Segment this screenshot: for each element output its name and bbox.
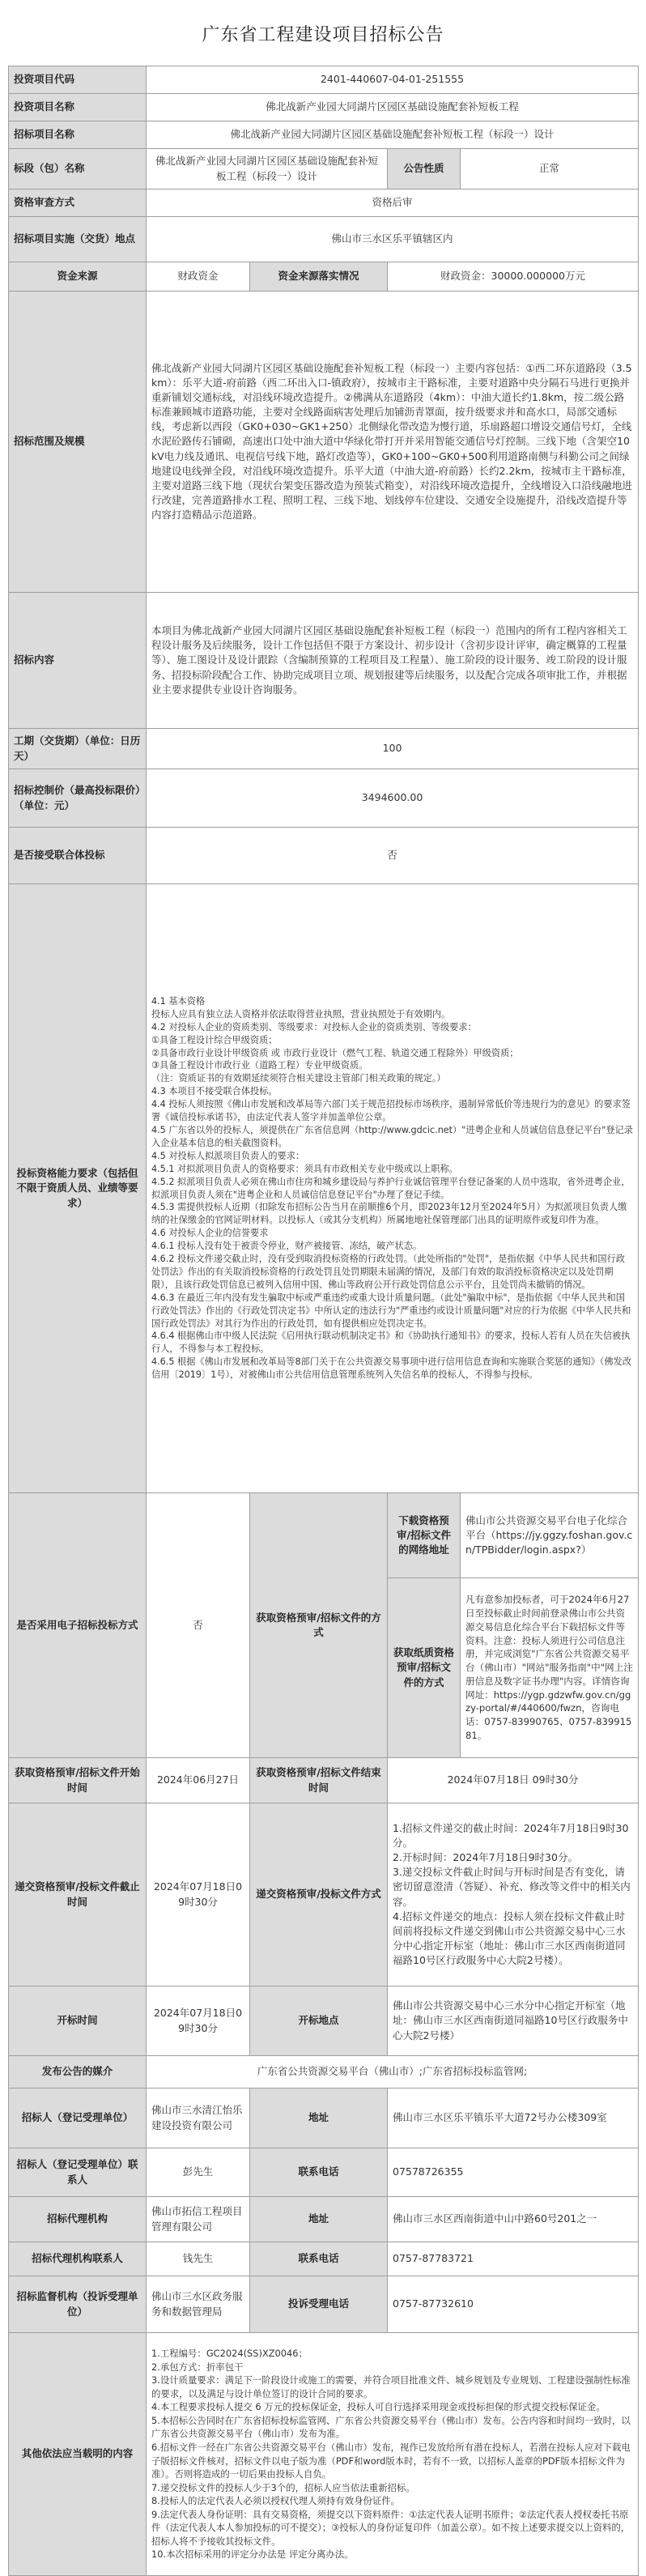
label-doc-method: 获取资格预审/招标文件的方式 bbox=[250, 1493, 388, 1758]
label-other: 其他依法应当载明的内容 bbox=[9, 2333, 147, 2576]
label-project-name: 投资项目名称 bbox=[9, 94, 147, 121]
label-phone: 联系电话 bbox=[250, 2148, 388, 2197]
value-open-place: 佛山市公共资源交易中心三水分中心指定开标室（地址：佛山市三水区西南街道同福路10号区行政服务中心大院2号楼） bbox=[388, 1986, 639, 2056]
value-supervisor: 佛山市三水区政务服务和数据管理局 bbox=[147, 2276, 250, 2333]
notice-page bbox=[8, 0, 638, 2576]
value-download-address: 佛山市公共资源交易平台电子化综合平台（https://jy.ggzy.foshan.gov.cn/TPBidder/login.aspx?） bbox=[461, 1493, 639, 1578]
value-tender-project-name: 佛北战新产业园大同湖片区园区基础设施配套补短板工程（标段一）设计 bbox=[147, 121, 639, 149]
page-title: 广东省工程建设项目招标公告 bbox=[202, 25, 444, 45]
label-content: 招标内容 bbox=[9, 593, 147, 729]
value-max-price: 3494600.00 bbox=[147, 769, 639, 828]
label-download-address: 下载资格预审/招标文件的网络地址 bbox=[388, 1493, 461, 1578]
label-section-name: 标段（包）名称 bbox=[9, 149, 147, 189]
label-supervisor-phone: 投诉受理电话 bbox=[250, 2276, 388, 2333]
value-agent-phone: 0757-87783721 bbox=[388, 2242, 639, 2276]
value-open-time: 2024年07月18日09时30分 bbox=[147, 1986, 250, 2056]
label-contact: 招标人（登记受理单位）联系人 bbox=[9, 2148, 147, 2197]
label-tender-project-name: 招标项目名称 bbox=[9, 121, 147, 149]
value-tenderer: 佛山市三水清江怡乐建设投资有限公司 bbox=[147, 2088, 250, 2148]
value-agent-address: 佛山市三水区西南街道中山中路60号201之一 bbox=[388, 2197, 639, 2242]
value-duration: 100 bbox=[147, 729, 639, 769]
value-scope: 佛北战新产业园大同湖片区园区基础设施配套补短板工程（标段一）主要内容包括：①西二环东道路段（3.5km）：乐平大道-府前路（西二环出入口-镇政府），按城市主干路标准，主要对道路中央分隔石马进行更换并重新铺划交通标线，对沿线环境改造提升。②佛满从东道路段（4km）：中油大道长约1.8km，按二级公路标准兼顾城市道路功能，主要对全线路面病害处理后加铺沥青罩面，按升级要求并和高水口，局部交通标线，考虑新以西段（GK0+030~GK1+250）北侧绿化带改造为慢行道，乐扇路超口增设交通信号灯，全线水泥砼路传石铺砌，高速出口处中油大道中华绿化带打开并采用智能交通信号灯控制。三线下地（含架空10kV电力线及通讯、电视信号线下地，路灯改造等），GK0+100~GK0+500利用道路南侧与科勤公司之间绿地建设电线弹全段，对沿线环境改造提升。乐平大道（中油大道-府前路）长约2.2km，按城市主干路标准，主要对道路三线下地（现状台架变压器改造为预装式箱变），对沿线环境改造提升，全线增设入口沿线融地进行改建，完善道路排水工程、照明工程、三线下地、划线停车位建设、交通安全设施提升，沿线改造提升等内容打造精品示范道路。 bbox=[147, 292, 639, 593]
label-requirements: 投标资格能力要求（包括但不限于资质人员、业绩等要求） bbox=[9, 884, 147, 1493]
label-qual-method: 资格审查方式 bbox=[9, 189, 147, 217]
label-supervisor: 招标监督机构（投诉受理单位） bbox=[9, 2276, 147, 2333]
value-fund-implemented: 财政资金：30000.000000万元 bbox=[388, 262, 639, 292]
value-project-code: 2401-440607-04-01-251555 bbox=[147, 66, 639, 94]
value-project-name: 佛北战新产业园大同湖片区园区基础设施配套补短板工程 bbox=[147, 94, 639, 121]
value-location: 佛山市三水区乐平镇辖区内 bbox=[147, 217, 639, 262]
label-duration: 工期（交货期）（单位：日历天） bbox=[9, 729, 147, 769]
value-contact: 彭先生 bbox=[147, 2148, 250, 2197]
label-fund-source: 资金来源 bbox=[9, 262, 147, 292]
value-get-doc-start: 2024年06月27日 bbox=[147, 1758, 250, 1803]
value-e-bid: 否 bbox=[147, 1493, 250, 1758]
value-consortium: 否 bbox=[147, 828, 639, 884]
value-media: 广东省公共资源交易平台（佛山市）;广东省招标投标监管网; bbox=[147, 2056, 639, 2088]
label-agent: 招标代理机构 bbox=[9, 2197, 147, 2242]
label-open-time: 开标时间 bbox=[9, 1986, 147, 2056]
value-submit-method: 1.招标文件递交的截止时间：2024年7月18日9时30分。 2.开标时间：2024年7月18日9时30分。 3.递交投标文件截止时间与开标时间是否有变化，请密切留意澄清（答疑）、补充、修改等文件中的相关内容。 4.招标文件递交的地点：投标人须在投标文件截止时间前将投标文件递交到佛山市公共资源交易中心三水分中心指定开标室（地址：佛山市三水区西南街道同福路10号区行政服务中心大院2号楼）。 bbox=[388, 1803, 639, 1986]
label-submit-method: 递交资格预审/投标文件方式 bbox=[250, 1803, 388, 1986]
value-supervisor-phone: 0757-87732610 bbox=[388, 2276, 639, 2333]
label-tenderer: 招标人（登记受理单位） bbox=[9, 2088, 147, 2148]
label-submit-deadline: 递交资格预审/投标文件截止时间 bbox=[9, 1803, 147, 1986]
label-tenderer-address: 地址 bbox=[250, 2088, 388, 2148]
label-agent-phone: 联系电话 bbox=[250, 2242, 388, 2276]
value-announce-nature: 正常 bbox=[461, 149, 639, 189]
value-agent: 佛山市拓信工程项目管理有限公司 bbox=[147, 2197, 250, 2242]
value-tenderer-address: 佛山市三水区乐平镇乐平大道72号办公楼309室 bbox=[388, 2088, 639, 2148]
value-section-name: 佛北战新产业园大同湖片区园区基础设施配套补短板工程（标段一）设计 bbox=[147, 149, 388, 189]
label-consortium: 是否接受联合体投标 bbox=[9, 828, 147, 884]
label-agent-address: 地址 bbox=[250, 2197, 388, 2242]
value-requirements: 4.1 基本资格 投标人应具有独立法人资格并依法取得营业执照，营业执照处于有效期内。 4.2 对投标人企业的资质类别、等级要求：对投标人企业的资质类别、等级要求： ①具备工程设计综合甲级资质； ②具备市政行业设计甲级资质 或 市政行业设计（燃气工程、轨道交通工程除外）甲级资质； ③具备工程设计市政行业（道路工程）专业甲级资质。 （注：资质证书的有效期延续须符合相关建设主管部门相关政策的规定。） 4.3 本项目不接受联合体投标。 4.4 投标人须按照《佛山市发展和改革局等六部门关于规范招投标市场秩序，遏制异常低价等违规行为的意见》的要求签署《诚信投标承诺书》，由法定代表人签字并加盖单位公章。 4.5 广东省以外的投标人，须提供在广东省信息网（http://www.gdcic.net）"进粤企业和人员诚信信息登记平台"登记录入企业基本信息的相关截图资料。 4.5 对投标人拟派项目负责人的要求： 4.5.1 对拟派项目负责人的资格要求：须具有市政相关专业中级或以上职称。 4.5.2 拟派项目负责人必须在佛山市住房和城乡建设局与养护行业诚信管理平台登记备案的人员中选取，省外进粤企业，拟派项目负责人须在"进粤企业和人员诚信信息登记平台"办理了登记手续。 4.5.3 需提供投标人近期（扣除发布招标公告当月在前顺推6个月，即2023年12月至2024年5月）为拟派项目负责人缴纳的社保缴金的官网证明材料。以投标人（或其分支机构）所属地地社保管理部门出具的证明原件或复印件为准。 4.6 对投标人企业的信誉要求 4.6.1 投标人没有处于被责令停业，财产被接管、冻结，破产状态。 4.6.2 投标文件递交截止时，没有受到取消投标资格的行政处罚。（此处所指的"处罚"，是指依据《中华人民共和国行政处罚法》作出的有关取消投标资格的行政处罚且处罚期限未届满的情况，及部门有效的取消投标资格决定以及处罚期限），且该行政处罚信息已被列入信用中国、佛山等政府公开行政处罚信息公示平台，且处罚尚未撤销的情况。 4.6.3 在最近三年内没有发生骗取中标或严重违约或重大设计质量问题。（此处"骗取中标"，是指依据《中华人民共和国行政处罚法》作出的《行政处罚决定书》中所认定的违法行为"严重违约或设计质量问题"对应的行为依据《中华人民共和国行政处罚法》对其行为作出的行政处罚，如有提供相应处罚决定书。 4.6.4 根据佛山市中级人民法院《启用执行联动机制决定书》和《协助执行通知书》的要求，投标人若有人员在失信被执行人，不得参与本工程投标。 4.6.5 根据《佛山市发展和改革局等8部门关于在公共资源交易事项中进行信用信息查询和实施联合奖惩的通知》（佛发改信用〔2019〕1号），对被佛山市公共信用信息管理系统列入失信名单的投标人，不得参与投标。 bbox=[147, 884, 639, 1493]
value-other: 1.工程编号：GC2024(SS)XZ0046； 2.承包方式：折率包干 3.设计质量要求：满足下一阶段设计或施工的需要，并符合项目批准文件、城乡规划及专业规划、工程建设强制性标准的要求，以及满足与设计单位签订的设计合同的要求。 4.本工程要求投标人提交 6 万元的投标保证金，投标人可自行选择采用现金或投标担保的形式提交投标保证金。 5.本招标公告同时在广东省招标投标监管网、广东省公共资源交易平台（佛山市）发布。公告内容和时间均一致时，以广东省公共资源交易平台（佛山市）发布为准。 6.招标文件一经在广东省公共资源交易平台（佛山市）发布，视作已发放给所有潜在投标人，若潜在投标人应对下载电子版招标文件核对，招标文件以电子版为准（PDF和word版本时，若有不一致，以招标人盖章的PDF版本招标文件为准）。否则将造成的一切后果由投标人自负。 7.递交投标文件的投标人少于3个的，招标人应当依法重新招标。 8.投标人的法定代表人必须以授权代理人须持有效身份证件。 9.法定代表人身份证明：具有交易资格，须提交以下资料原件：①法定代表人证明书原件；②法定代表人授权委托书原件（法定代表人本人参加投标的可不提交）；③投标人的身份证复印件（加盖公章）。如不按上述要求提交以上资料的，招标人将不予接收其投标文件。 10.本次招标采用的评定分办法是 评定分离办法。 bbox=[147, 2333, 639, 2576]
label-fund-implemented: 资金来源落实情况 bbox=[250, 262, 388, 292]
label-announce-nature: 公告性质 bbox=[388, 149, 461, 189]
value-phone: 07578726355 bbox=[388, 2148, 639, 2197]
label-e-bid: 是否采用电子招标投标方式 bbox=[9, 1493, 147, 1758]
value-agent-contact: 钱先生 bbox=[147, 2242, 250, 2276]
label-location: 招标项目实施（交货）地点 bbox=[9, 217, 147, 262]
label-get-doc-end: 获取资格预审/招标文件结束时间 bbox=[250, 1758, 388, 1803]
value-qual-method: 资格后审 bbox=[147, 189, 639, 217]
label-scope: 招标范围及规模 bbox=[9, 292, 147, 593]
value-content: 本项目为佛北战新产业园大同湖片区园区基础设施配套补短板工程（标段一）范围内的所有工程内容相关工程设计服务及后续服务，设计工作包括但不限于方案设计、初步设计（含初步设计评审，确定概算的工程量等）、施工图设计及设计跟踪（含编制预算的工程项目及工程量）、施工阶段的设计服务、竣工阶段的设计服务、招投标阶段配合工作、协助完成项目立项、规划报建等后续服务，以及配合完成各项审批工作，并根据业主要求提供专业设计咨询服务。 bbox=[147, 593, 639, 729]
value-submit-deadline: 2024年07月18日09时30分 bbox=[147, 1803, 250, 1986]
value-fund-source: 财政资金 bbox=[147, 262, 250, 292]
value-get-doc-end: 2024年07月18日 09时30分 bbox=[388, 1758, 639, 1803]
label-max-price: 招标控制价（最高投标限价）（单位：元） bbox=[9, 769, 147, 828]
label-open-place: 开标地点 bbox=[250, 1986, 388, 2056]
label-agent-contact: 招标代理机构联系人 bbox=[9, 2242, 147, 2276]
label-media: 发布公告的媒介 bbox=[9, 2056, 147, 2088]
label-project-code: 投资项目代码 bbox=[9, 66, 147, 94]
label-get-doc-start: 获取资格预审/招标文件开始时间 bbox=[9, 1758, 147, 1803]
announcement-table bbox=[8, 66, 639, 2576]
label-paper-doc: 获取纸质资格预审/招标文件的方式 bbox=[388, 1578, 461, 1758]
value-paper-doc: 凡有意参加投标者，可于2024年6月27日至投标截止时间前登录佛山市公共资源交易信息化综合平台下载招标文件等资料。注意：投标人须进行公司信息注册，并完成浏览"广东省公共资源交易平台（佛山市）"网站"服务指南"中"网上注册信息及数字证书办理"内容。详情咨询网址：https://ygp.gdzwfw.gov.cn/ggzy-portal/#/440600/fwzn，咨询电话：0757-83990765、0757-83991581。 bbox=[461, 1578, 639, 1758]
